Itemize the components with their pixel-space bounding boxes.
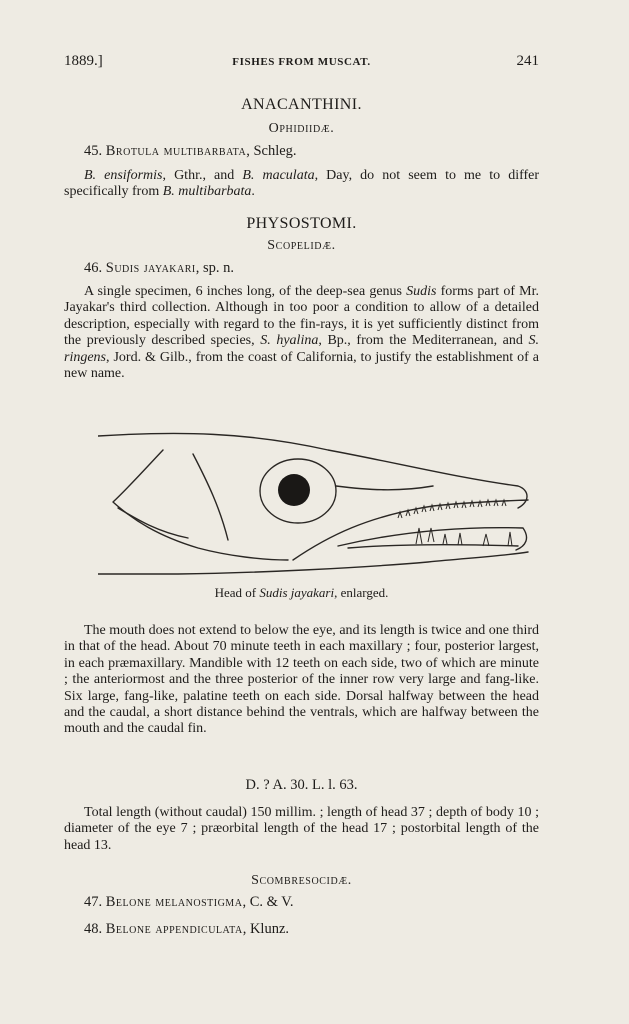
- species-number: 46.: [84, 260, 103, 276]
- species-authority: , Klunz.: [242, 921, 289, 937]
- jaw-line-upper: [293, 500, 528, 560]
- species-name: Belone appendiculata: [105, 921, 243, 937]
- description-text: The mouth does not extend to below the eye, and its length is twice and one third in that of the head. About 70 minute teeth in each maxillary ; four, posterior largest, in each præmaxillary. Mandible with 12 teeth on each side, two of which are minute ; the anteriormost and the three posterior of the inner row very large and fang-like. Six large, fang-like, palatine teeth on each side. Dorsal halfway between the head and the caudal, a short distance behind the ventrals, which are halfway between the mouth and the caudal fin.: [64, 623, 539, 737]
- paragraph-sudis: [64, 284, 539, 382]
- order-heading-anacanthini: ANACANTHINI.: [241, 96, 362, 113]
- species-name: Brotula multibarbata: [105, 143, 247, 159]
- paragraph-brotula: [64, 168, 539, 201]
- species-name: Belone melanostigma: [105, 894, 243, 910]
- caption-text: Head of: [214, 585, 260, 600]
- species-number: 45.: [84, 143, 103, 159]
- maxillary-line: [348, 545, 518, 548]
- text-run: forms part of Mr. Jayakar's third collection. Although in too poor a condition to allow of a detailed description, especially with regard to the fin-rays, it is yet sufficiently distinct from the previously described species,: [64, 284, 539, 349]
- running-header: [64, 53, 539, 73]
- text-run: .: [251, 184, 255, 200]
- synonym: B. ensiformis: [84, 168, 163, 183]
- running-title: FISHES FROM MUSCAT.: [232, 56, 371, 68]
- operculum-line: [193, 454, 228, 540]
- paragraph-description: [64, 623, 539, 738]
- synonym: B. multibarbata: [162, 184, 252, 200]
- text-run: A single specimen, 6 inches long, of the deep-sea genus: [84, 284, 407, 299]
- text-run: , Jord. & Gilb., from the coast of California, to justify the establishment of a new name.: [64, 349, 539, 382]
- family-heading-scopelidae: Scopelidæ.: [267, 238, 336, 253]
- gill-cover-outline: [113, 450, 288, 560]
- species-ref: S. ringens: [64, 333, 539, 365]
- family-heading-scombresocidae: Scombresocidæ.: [251, 873, 352, 888]
- measurement-text: Total length (without caudal) 150 millim. ; length of head 37 ; depth of body 10 ; diameter of the eye 7 ; præorbital length of the head 17 ; postorbital length of the head 13.: [64, 805, 539, 853]
- fin-formula: D. ? A. 30. L. l. 63.: [245, 777, 358, 793]
- head-top-outline: [98, 433, 527, 508]
- pupil: [278, 474, 310, 506]
- species-ref: S. hyalina: [260, 333, 319, 349]
- species-authority: , sp. n.: [195, 260, 235, 276]
- order-heading-physostomi: PHYSOSTOMI.: [246, 215, 357, 232]
- volume-year: 1889.]: [64, 53, 103, 69]
- snout-line: [336, 486, 433, 490]
- species-heading-45: [84, 143, 297, 160]
- species-heading-48: [84, 921, 289, 938]
- species-number: 47.: [84, 894, 103, 910]
- species-authority: , C. & V.: [242, 894, 294, 910]
- species-heading-46: [84, 260, 234, 277]
- species-name: Sudis jayakari: [105, 260, 196, 276]
- species-number: 48.: [84, 921, 103, 937]
- text-run: , Bp., from the Mediterranean, and: [318, 333, 529, 349]
- family-heading-ophidiidae: Ophidiidæ.: [268, 121, 335, 136]
- genus-name: Sudis: [406, 284, 437, 299]
- species-heading-47: [84, 894, 293, 911]
- paragraph-measurements: [64, 805, 539, 854]
- synonym: B. maculata: [242, 168, 315, 183]
- page-number: 241: [516, 53, 539, 69]
- fish-head-illustration: [98, 428, 538, 588]
- caption-text: , enlarged.: [334, 585, 389, 600]
- head-bottom-outline: [98, 552, 528, 574]
- text-run: , Gthr., and: [162, 168, 243, 183]
- figure-caption: [64, 585, 539, 601]
- species-authority: , Schleg.: [246, 143, 297, 159]
- text-run: , Day, do not seem to me to differ specifically from: [64, 168, 540, 200]
- caption-species: Sudis jayakari: [259, 585, 335, 600]
- preoperculum-line: [118, 508, 188, 538]
- teeth: [398, 500, 512, 546]
